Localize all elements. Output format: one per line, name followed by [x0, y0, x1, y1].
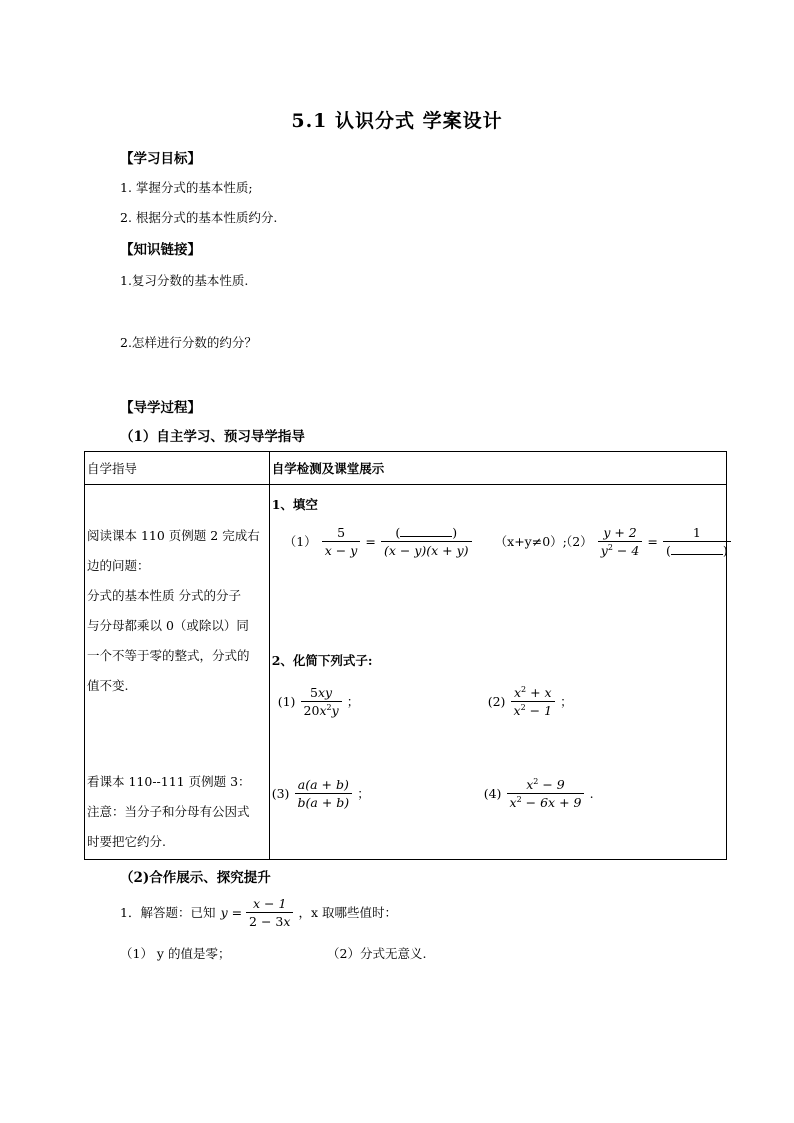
fraction: $\frac{x - 1}{2 - 3x}$: [246, 896, 293, 929]
fraction: $\frac{1}{( )}$: [663, 525, 731, 558]
guidance-text-2: [87, 767, 251, 857]
goal-2: 2. 根据分式的基本性质约分.: [120, 210, 278, 225]
q2-1: [278, 685, 360, 718]
guidance-text-1: [87, 521, 260, 701]
fraction: $\frac{a(a + b)}{b(a + b)}$: [295, 777, 353, 810]
q1-2-label: （2）: [559, 534, 593, 550]
guidance-line: 分式的基本性质 分式的分子: [87, 588, 241, 603]
goal-1: 1. 掌握分式的基本性质;: [120, 180, 253, 195]
period: .: [589, 786, 594, 802]
study-table: [84, 451, 727, 860]
fraction: $\frac{( )}{(x - y)(x + y)}$: [381, 525, 472, 558]
link-2: 2.怎样进行分数的约分？: [120, 335, 257, 350]
col1-header: 自学指导: [87, 461, 138, 476]
fraction: $\frac{5xy}{20x^2y}$: [301, 685, 342, 718]
table-header-cell: [85, 452, 270, 485]
guidance-line: 一个不等于零的整式，分式的: [87, 648, 250, 663]
guidance-line: 时要把它约分.: [87, 834, 166, 849]
table-header-cell: [269, 452, 726, 485]
guidance-line: 阅读课本 110 页例题 2 完成右: [87, 528, 260, 543]
q2-2-label: (2): [487, 694, 506, 710]
subsection-1-heading: （1）自主学习、预习导学指导: [120, 429, 305, 445]
semicolon: ；: [357, 786, 370, 801]
guidance-line: 注意：当分子和分母有公因式: [87, 804, 250, 819]
link-1: 1.复习分数的基本性质.: [120, 273, 249, 288]
semicolon: ；: [346, 694, 360, 710]
guidance-line: 与分母都乘以 0（或除以）同: [87, 618, 249, 633]
q2-4-label: (4): [483, 786, 502, 802]
goals-heading: 【学习目标】: [120, 151, 201, 167]
q2-1-label: (1): [277, 694, 296, 710]
q2-4: [484, 777, 594, 810]
fraction: $\frac{5}{x - y}$: [322, 525, 361, 558]
fraction: $\frac{x^2 - 9}{x^2 - 6x + 9}$: [507, 777, 585, 810]
process-heading: 【导学过程】: [120, 400, 201, 416]
col2-header: 自学检测及课堂展示: [271, 461, 385, 476]
q2-3-label: (3): [271, 786, 290, 801]
guidance-cell: [85, 485, 270, 860]
q1-1-condition: （x+y≠0）;: [494, 534, 567, 549]
question-prefix: 1．解答题：已知: [120, 905, 216, 920]
q2-label: 2、化简下列式子:: [271, 653, 373, 668]
fraction: $\frac{y + 2}{y^2 - 4}$: [598, 525, 643, 558]
semicolon: ；: [560, 694, 573, 710]
question-suffix: ，x 取哪些值时：: [298, 905, 398, 920]
guidance-line: 边的问题：: [87, 558, 150, 573]
q1-1-label: （1）: [283, 534, 317, 549]
exercise-cell: [269, 485, 726, 860]
q2-3: [272, 777, 370, 810]
q1-1: （1） $\frac{5}{x - y}$ = $\frac{( )}{(x - y)(x + y)}$ （x+y≠0）;: [283, 525, 567, 558]
guidance-line: 值不变.: [87, 678, 129, 693]
fraction: $\frac{x^2 + x}{x^2 - 1}$: [511, 685, 556, 718]
links-heading: 【知识链接】: [120, 242, 201, 258]
q2-2: [488, 685, 573, 718]
q1-2: （2） $\frac{y + 2}{y^2 - 4}$ = $\frac{1}{( )}$: [560, 525, 731, 558]
guidance-line: 看课本 110--111 页例题 3：: [87, 774, 251, 789]
answer-2: （2）分式无意义.: [327, 946, 427, 961]
part2-question: 1．解答题：已知 y = $\frac{x - 1}{2 - 3x}$ ，x 取哪些值时：: [120, 896, 398, 929]
answer-1: （1） y 的值是零；: [120, 946, 231, 961]
q1-label: 1、填空: [271, 497, 318, 512]
subsection-2-heading: （2)合作展示、探究提升: [120, 870, 271, 886]
page-title: 5.1 认识分式 学案设计: [291, 110, 503, 132]
